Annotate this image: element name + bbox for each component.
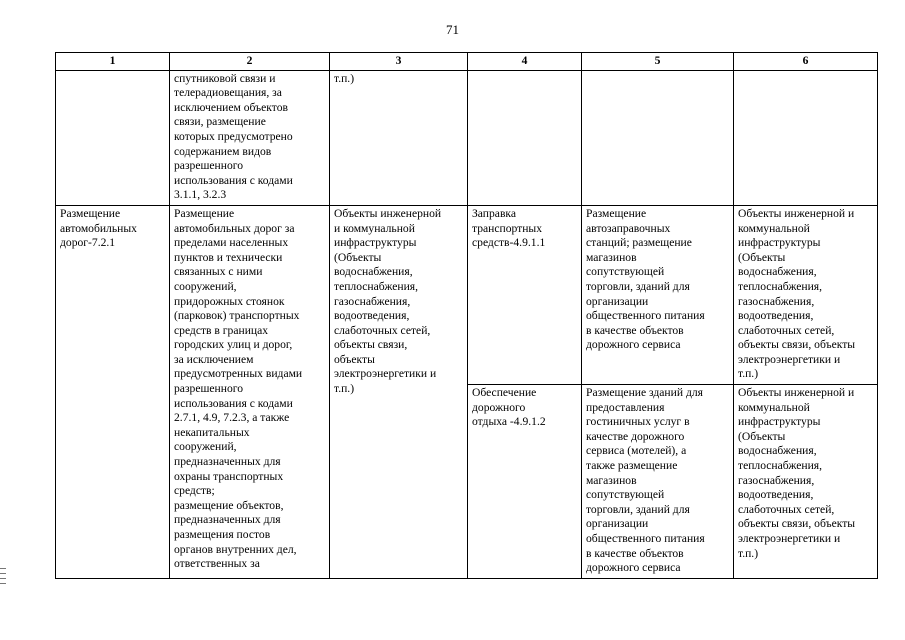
- table-cell: Объекты инженерной и коммунальной инфраструктуры (Объекты водоснабжения, теплоснабжения, газоснабжения, водоотведения, слаботочных сетей, объекты связи, объекты электроэнергетики и т.п.): [330, 205, 468, 578]
- table-cell: [468, 70, 582, 205]
- table-cell: Заправка транспортных средств-4.9.1.1: [468, 205, 582, 384]
- table-cell: спутниковой связи и телерадиовещания, за исключением объектов связи, размещение которых предусмотрено содержанием видов разрешенного использования с кодами 3.1.1, 3.2.3: [170, 70, 330, 205]
- table-cell: Размещение автозаправочных станций; размещение магазинов сопутствующей торговли, зданий для организации общественного питания в качестве объектов дорожного сервиса: [582, 205, 734, 384]
- table-cell: [582, 70, 734, 205]
- land-use-table: [55, 52, 878, 579]
- header-cell-4: 4: [468, 53, 582, 71]
- header-cell-5: 5: [582, 53, 734, 71]
- table-cell: т.п.): [330, 70, 468, 205]
- table-cell: Объекты инженерной и коммунальной инфраструктуры (Объекты водоснабжения, теплоснабжения, газоснабжения, водоотведения, слаботочных сетей, объекты связи, объекты электроэнергетики и т.п.): [734, 205, 878, 384]
- header-cell-6: 6: [734, 53, 878, 71]
- table-cell: [56, 70, 170, 205]
- margin-mark: [0, 573, 6, 574]
- header-cell-1: 1: [56, 53, 170, 71]
- margin-mark: [0, 568, 6, 569]
- table-cell: Размещение автомобильных дорог за пределами населенных пунктов и технически связанных с ними сооружений, придорожных стоянок (парковок) транспортных средств в границах городских улиц и дорог, за исключением предусмотренных видами разрешенного использования с кодами 2.7.1, 4.9, 7.2.3, а также некапитальных сооружений, предназначенных для охраны транспортных средств; размещение объектов, предназначенных для размещения постов органов внутренних дел, ответственных за: [170, 205, 330, 578]
- header-cell-2: 2: [170, 53, 330, 71]
- header-row: [56, 53, 878, 71]
- table-row: [56, 70, 878, 205]
- table-cell: [734, 70, 878, 205]
- table-row: [56, 205, 878, 384]
- header-cell-3: 3: [330, 53, 468, 71]
- table-cell: Обеспечение дорожного отдыха -4.9.1.2: [468, 385, 582, 579]
- table-cell: Объекты инженерной и коммунальной инфраструктуры (Объекты водоснабжения, теплоснабжения, газоснабжения, водоотведения, слаботочных сетей, объекты связи, объекты электроэнергетики и т.п.): [734, 385, 878, 579]
- table-cell: Размещение автомобильных дорог-7.2.1: [56, 205, 170, 578]
- page-number: 71: [446, 22, 459, 37]
- margin-mark: [0, 583, 6, 584]
- margin-mark: [0, 578, 6, 579]
- table-cell: Размещение зданий для предоставления гостиничных услуг в качестве дорожного сервиса (мотелей), а также размещение магазинов сопутствующей торговли, зданий для организации общественного питания в качестве объектов дорожного сервиса: [582, 385, 734, 579]
